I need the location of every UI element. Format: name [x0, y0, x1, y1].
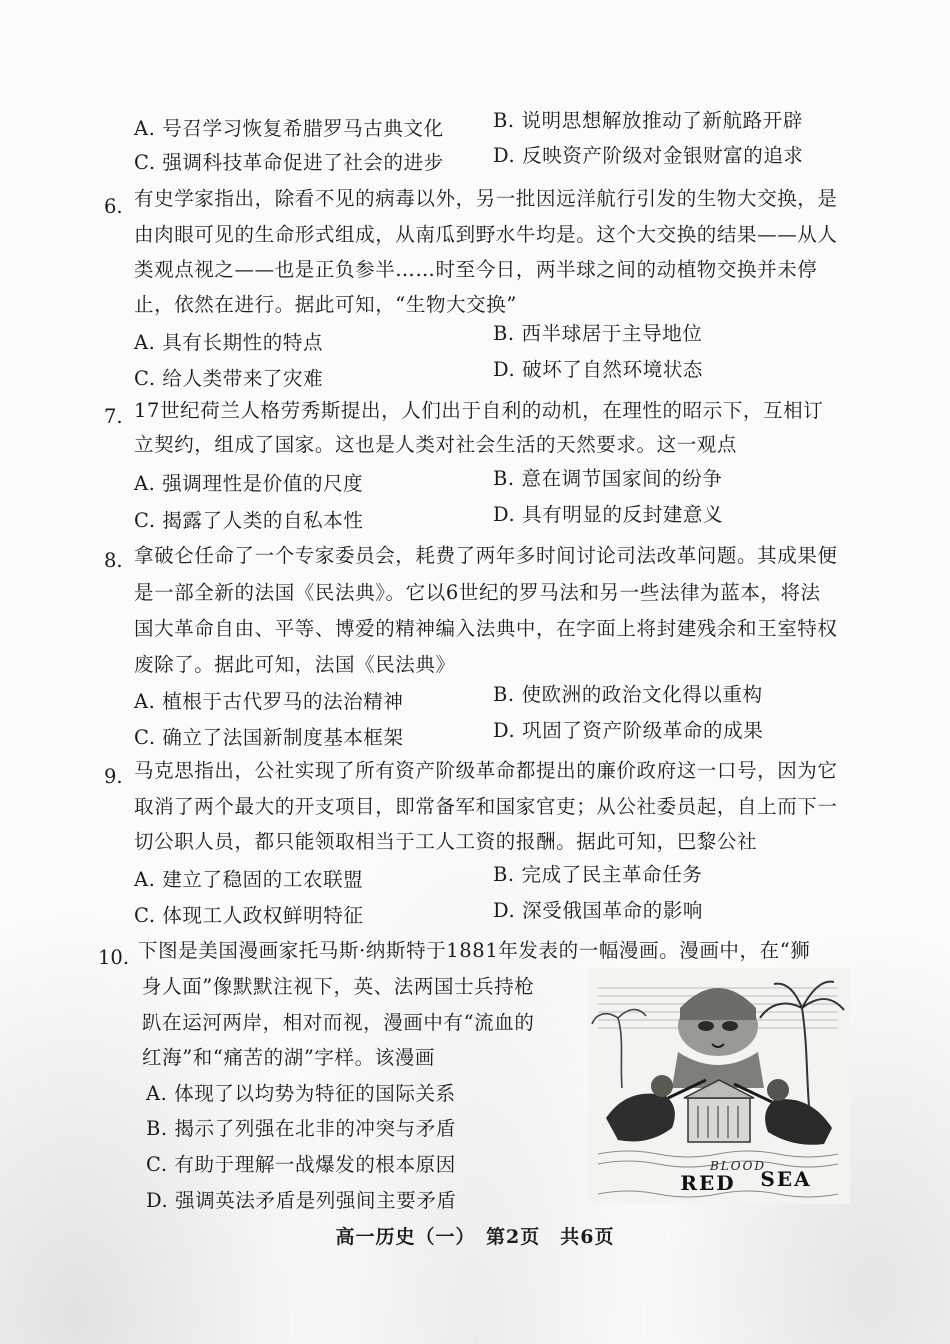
option-a: A. 具有长期性的特点	[134, 331, 324, 354]
option-b: B. 使欧洲的政治文化得以重构	[493, 683, 763, 706]
option-c: C. 给人类带来了灾难	[134, 367, 324, 390]
question-number: 7.	[104, 405, 123, 428]
option-a: A. 体现了以均势为特征的国际关系	[146, 1082, 456, 1105]
question-number: 8.	[104, 549, 123, 572]
question-stem-line: 国大革命自由、平等、博爱的精神编入法典中，在字面上将封建残余和王室特权	[134, 617, 838, 640]
question-stem-line: 切公职人员，都只能领取相当于工人工资的报酬。据此可知，巴黎公社	[134, 830, 758, 853]
option-d: D. 具有明显的反封建意义	[493, 503, 724, 526]
question-stem-line: 17世纪荷兰人格劳秀斯提出，人们出于自利的动机，在理性的昭示下，互相订	[134, 399, 824, 422]
question-stem-line: 是一部全新的法国《民法典》。它以6世纪的罗马法和另一些法律为蓝本，将法	[134, 581, 821, 604]
question-stem-line: 趴在运河两岸，相对而视，漫画中有“流血的	[142, 1011, 535, 1034]
question-number: 9.	[104, 765, 123, 788]
question-stem-line: 红海”和“痛苦的湖”字样。该漫画	[142, 1046, 436, 1069]
option-d: D. 深受俄国革命的影响	[493, 899, 704, 922]
option-b: B. 说明思想解放推动了新航路开辟	[493, 109, 803, 132]
question-stem-line: 立契约，组成了国家。这也是人类对社会生活的天然要求。这一观点	[134, 433, 738, 456]
question-stem-line: 由肉眼可见的生命形式组成，从南瓜到野水牛均是。这个大交换的结果——从人	[134, 223, 838, 246]
option-c: C. 揭露了人类的自私本性	[134, 509, 364, 532]
option-d: D. 破坏了自然环境状态	[493, 358, 704, 381]
question-stem-line: 类观点视之——也是正负参半……时至今日，两半球之间的动植物交换并未停	[134, 258, 818, 281]
option-c: C. 体现工人政权鲜明特征	[134, 904, 364, 927]
option-b: B. 西半球居于主导地位	[493, 322, 703, 345]
question-stem-line: 拿破仑任命了一个专家委员会，耗费了两年多时间讨论司法改革问题。其成果便	[134, 544, 838, 567]
cartoon-label-red: RED	[680, 1171, 736, 1195]
question-stem-line: 身人面”像默默注视下，英、法两国士兵持枪	[142, 975, 535, 998]
option-b: B. 完成了民主革命任务	[493, 863, 703, 886]
question-stem-line: 止，依然在进行。据此可知，“生物大交换”	[134, 293, 517, 316]
cartoon-label-blood: BLOOD	[709, 1159, 767, 1173]
option-b: B. 揭示了列强在北非的冲突与矛盾	[146, 1117, 456, 1140]
option-d: D. 反映资产阶级对金银财富的追求	[493, 144, 804, 167]
option-c: C. 确立了法国新制度基本框架	[134, 726, 404, 749]
option-a: A. 植根于古代罗马的法治精神	[134, 690, 404, 713]
question-stem-line: 马克思指出，公社实现了所有资产阶级革命都提出的廉价政府这一口号，因为它	[134, 759, 838, 782]
option-d: D. 强调英法矛盾是列强间主要矛盾	[146, 1189, 457, 1212]
cartoon-label-sea: SEA	[760, 1167, 812, 1191]
option-c: C. 强调科技革命促进了社会的进步	[134, 151, 444, 174]
question-stem-line: 下图是美国漫画家托马斯·纳斯特于1881年发表的一幅漫画。漫画中，在“狮	[138, 939, 811, 962]
question-stem-line: 有史学家指出，除看不见的病毒以外，另一批因远洋航行引发的生物大交换，是	[134, 187, 838, 210]
page-footer: 高一历史（一） 第2页 共6页	[335, 1226, 615, 1248]
option-b: B. 意在调节国家间的纷争	[493, 467, 723, 490]
question-number: 6.	[104, 195, 123, 218]
political-cartoon-image	[588, 968, 850, 1204]
option-a: A. 号召学习恢复希腊罗马古典文化	[134, 117, 444, 140]
option-d: D. 巩固了资产阶级革命的成果	[493, 719, 764, 742]
option-a: A. 建立了稳固的工农联盟	[134, 868, 364, 891]
option-a: A. 强调理性是价值的尺度	[134, 472, 364, 495]
question-stem-line: 废除了。据此可知，法国《民法典》	[134, 653, 456, 676]
option-c: C. 有助于理解一战爆发的根本原因	[146, 1153, 456, 1176]
question-number: 10.	[98, 946, 130, 969]
question-stem-line: 取消了两个最大的开支项目，即常备军和国家官吏；从公社委员起，自上而下一	[134, 795, 838, 818]
